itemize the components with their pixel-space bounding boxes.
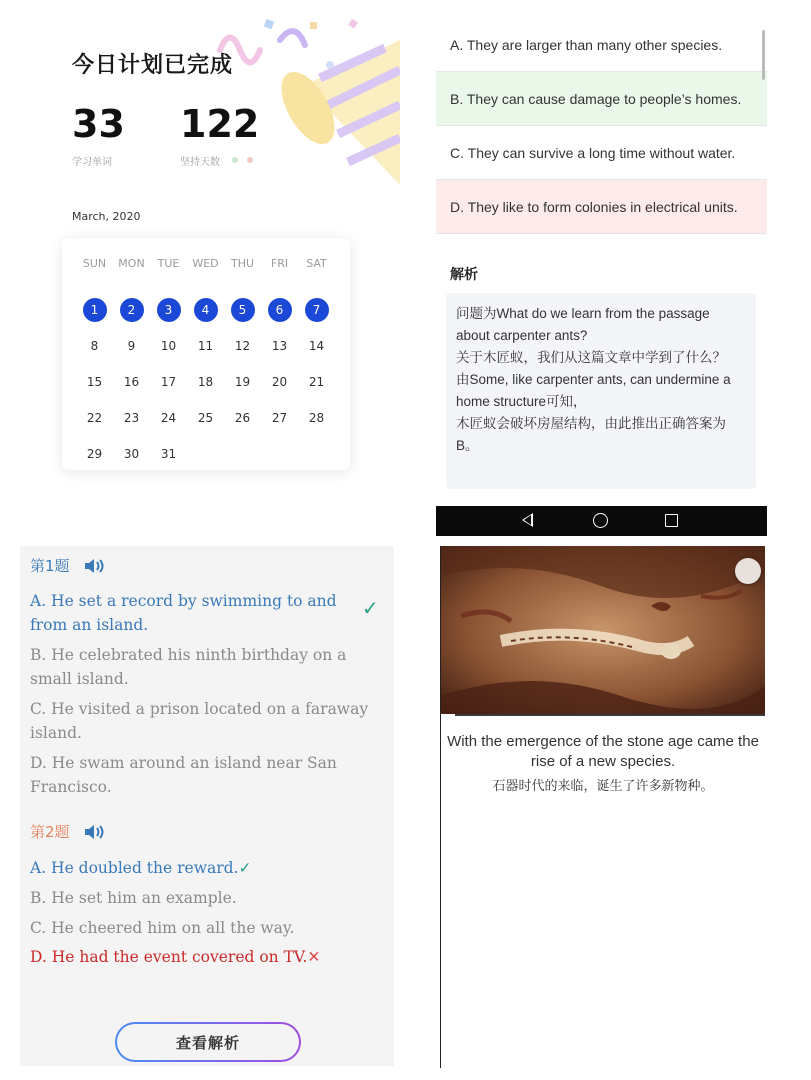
words-label: 学习单词 [72,157,112,168]
calendar-day[interactable] [76,364,113,400]
calendar-day[interactable] [224,328,261,364]
analysis-line: 问题为What do we learn from the passage about carpenter ants? [456,306,714,343]
calendar-day-number: 21 [308,375,325,389]
calendar-day[interactable] [224,400,261,436]
option-c[interactable] [436,126,767,180]
calendar-month: March, 2020 [72,210,141,223]
analysis-title: 解析 [450,267,478,283]
q2-option-a[interactable] [30,856,370,880]
scrollbar[interactable] [762,30,765,80]
calendar-day-number: 30 [123,447,140,461]
option-d-wrong[interactable] [436,180,767,234]
calendar-day[interactable] [113,364,150,400]
calendar-day-number: 13 [271,339,288,353]
q1-option-a[interactable]: A. He set a record by swimming to and from an island. [30,592,337,634]
calendar-day[interactable] [76,436,113,472]
analysis-line: 关于木匠蚁，我们从这篇文章中学到了什么？ [456,350,726,365]
calendar-day[interactable] [113,436,150,472]
days-count: 122 [180,102,260,146]
check-icon: ✓ [362,596,379,620]
answer-review-panel [436,18,767,538]
calendar-day-number: 23 [123,411,140,425]
calendar-day[interactable] [150,328,187,364]
calendar-day-completed[interactable] [187,292,224,328]
option-c-text: C. They can survive a long time without water. [450,144,736,161]
calendar-day[interactable] [261,364,298,400]
calendar-day-number: 15 [86,375,103,389]
days-label: 坚持天数 [180,157,220,168]
calendar-day-number: 3 [157,298,181,322]
subtitle-english: With the emergence of the stone age came the rise of a new species. [447,733,759,770]
cross-icon: ✕ [307,948,321,966]
calendar-day-number: 25 [197,411,214,425]
calendar-day-number: 9 [127,339,136,353]
daily-plan-panel [20,10,400,510]
calendar-day[interactable] [150,436,187,472]
calendar-day-number: 20 [271,375,288,389]
back-icon[interactable] [522,513,533,527]
q1-option-d[interactable]: D. He swam around an island near San Francisco. [30,754,337,796]
calendar-day-completed[interactable] [113,292,150,328]
q2-option-b[interactable]: B. He set him an example. [30,889,237,907]
words-count: 33 [72,102,125,146]
calendar-day-number: 14 [308,339,325,353]
calendar-day-number: 16 [123,375,140,389]
q1-option-b[interactable]: B. He celebrated his ninth birthday on a small island. [30,646,347,688]
calendar-day[interactable] [76,328,113,364]
question-2-label: 第2题 [30,823,70,841]
analysis-line: 木匠蚁会破坏房屋结构，由此推出正确答案为B。 [456,416,726,453]
calendar-day-number: 8 [90,339,99,353]
calendar-day[interactable] [150,364,187,400]
option-a-text: A. They are larger than many other species. [450,36,723,53]
calendar-day[interactable] [298,328,335,364]
calendar-day-completed[interactable] [224,292,261,328]
option-a[interactable] [436,18,767,72]
calendar-day[interactable] [187,328,224,364]
analysis-box [446,293,756,489]
weekday-header: WED [192,257,219,270]
calendar-grid [76,256,335,472]
question-1-label: 第1题 [30,557,70,575]
calendar-day[interactable] [224,364,261,400]
question-1-header [30,555,104,576]
video-progress-bar[interactable] [455,714,765,716]
calendar-day-completed[interactable] [76,292,113,328]
weekday-header: SUN [82,257,107,270]
weekday-header: THU [230,257,255,270]
analysis-line: 由Some, like carpenter ants, can undermine a home structure可知， [456,372,735,409]
calendar-day[interactable] [150,400,187,436]
calendar-day[interactable] [113,328,150,364]
calendar-day-number: 11 [197,339,214,353]
q1-option-c[interactable]: C. He visited a prison located on a faraway island. [30,700,369,742]
calendar-day-number: 17 [160,375,177,389]
calendar-day-number: 7 [305,298,329,322]
weekday-header: SAT [306,257,327,270]
calendar-day-completed[interactable] [150,292,187,328]
video-player[interactable] [441,546,765,714]
speaker-icon[interactable] [84,824,104,840]
plan-completed-title: 今日计划已完成 [72,53,234,78]
check-icon: ✓ [238,859,252,877]
question-2-header [30,821,104,842]
floating-control-button[interactable] [735,558,761,584]
calendar-day-number: 28 [308,411,325,425]
q2-option-d-text: D. He had the event covered on TV. [30,948,308,966]
calendar-day[interactable] [76,400,113,436]
video-panel [440,546,764,1068]
cave-painting-video-frame [441,546,765,714]
calendar-day[interactable] [261,328,298,364]
calendar [62,238,350,470]
home-icon[interactable] [593,513,608,528]
calendar-day-number: 12 [234,339,251,353]
view-analysis-button[interactable]: 查看解析 [115,1022,301,1062]
q2-option-c[interactable]: C. He cheered him on all the way. [30,919,295,937]
quiz-panel [20,546,394,1066]
weekday-header: FRI [270,257,289,270]
android-nav-bar [436,506,767,536]
calendar-day-completed[interactable] [298,292,335,328]
calendar-day[interactable] [261,400,298,436]
q2-option-a-text: A. He doubled the reward. [30,859,239,877]
calendar-day-number: 5 [231,298,255,322]
recent-apps-icon[interactable] [665,514,678,527]
calendar-day[interactable] [187,400,224,436]
weekday-header: MON [118,257,145,270]
subtitle-chinese: 石器时代的来临，诞生了许多新物种。 [492,779,714,794]
calendar-day[interactable] [187,364,224,400]
calendar-day-number: 1 [83,298,107,322]
calendar-day-completed[interactable] [261,292,298,328]
speaker-icon[interactable] [84,558,104,574]
calendar-day-number: 24 [160,411,177,425]
option-d-text: D. They like to form colonies in electrical units. [450,198,738,215]
calendar-day-number: 26 [234,411,251,425]
calendar-day-number: 6 [268,298,292,322]
calendar-day[interactable] [298,364,335,400]
calendar-day[interactable] [298,400,335,436]
calendar-day[interactable] [113,400,150,436]
calendar-day-number: 18 [197,375,214,389]
calendar-day-number: 22 [86,411,103,425]
calendar-day-number: 31 [160,447,177,461]
q2-option-d[interactable] [30,945,370,969]
weekday-header: TUE [157,257,180,270]
calendar-day-number: 2 [120,298,144,322]
calendar-day-number: 29 [86,447,103,461]
calendar-day-number: 4 [194,298,218,322]
calendar-day-number: 19 [234,375,251,389]
calendar-day-number: 10 [160,339,177,353]
option-b-text: B. They can cause damage to people’s homes. [450,90,742,107]
calendar-day-number: 27 [271,411,288,425]
option-b-correct[interactable] [436,72,767,126]
